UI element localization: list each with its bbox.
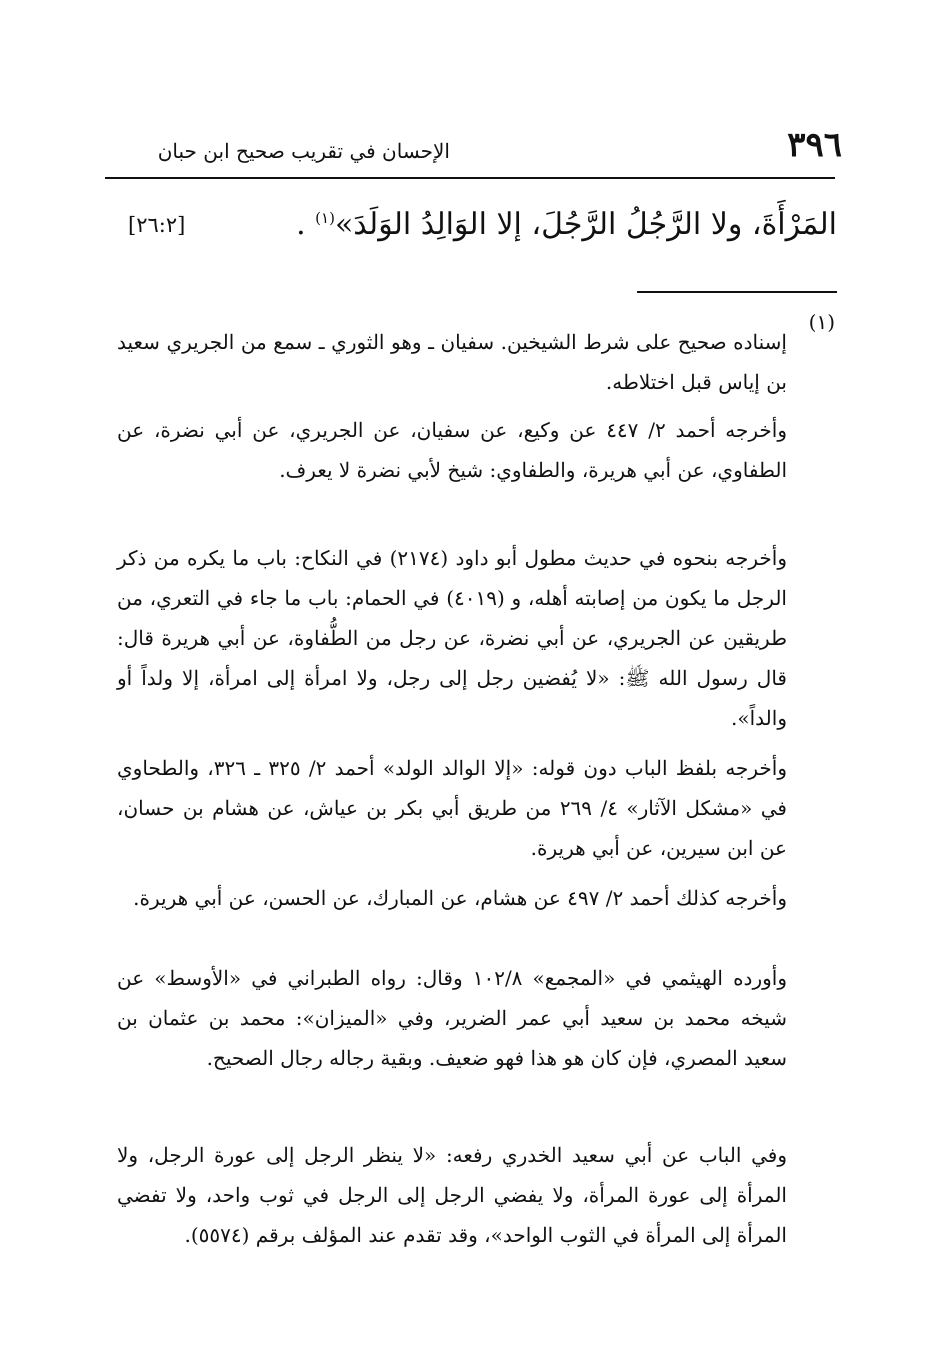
footnote-paragraph: وأخرجه كذلك أحمد ٢/ ٤٩٧ عن هشام، عن المبارك، عن الحسن، عن أبي هريرة. (133, 886, 787, 910)
footnote-paragraph: وأورده الهيثمي في «المجمع» ١٠٢/٨ وقال: رواه الطبراني في «الأوسط» عن شيخه محمد بن سعيد أبي عمر الضرير، وفي «الميزان»: محمد بن عثمان بن سعيد المصري، فإن كان هو هذا فهو ضعيف. وبقية رجاله رجال الصحيح. (117, 966, 787, 1070)
footnote-paragraph: إسناده صحيح على شرط الشيخين. سفيان ـ وهو الثوري ـ سمع من الجريري سعيد بن إياس قبل اختلاطه. (117, 330, 787, 394)
page-number: ٣٩٦ (787, 125, 842, 165)
main-footnote-marker: (١) (315, 209, 335, 227)
footnote-rule (637, 291, 837, 293)
footnote-paragraph: وفي الباب عن أبي سعيد الخدري رفعه: «لا ينظر الرجل إلى عورة الرجل، ولا المرأة إلى عورة المرأة، ولا يفضي الرجل إلى الرجل في ثوب واحد، ولا تفضي المرأة إلى المرأة في الثوب الواحد»، وقد تقدم عند المؤلف برقم (٥٥٧٤). (117, 1143, 787, 1247)
header-rule (105, 177, 835, 179)
hadith-reference: [٢٦:٢] (128, 213, 186, 237)
main-text-end: . (296, 207, 306, 242)
main-text (296, 192, 837, 251)
footnote-paragraph: وأخرجه بنحوه في حديث مطول أبو داود (٢١٧٤) في النكاح: باب ما يكره من ذكر الرجل ما يكون من إصابته أهله، و (٤٠١٩) في الحمام: باب ما جاء في التعري، من طريقين عن الجريري، عن أبي نضرة، عن رجل من الطُّفاوة، عن أبي هريرة قال: قال رسول الله ﷺ: «لا يُفضين رجل إلى رجل، ولا امرأة إلى امرأة، إلا ولداً أو والداً». (117, 546, 788, 730)
main-text-body: المَرْأَةَ، ولا الرَّجُلُ الرَّجُلَ، إلا الوَالِدُ الوَلَدَ» (334, 207, 837, 242)
footnote-paragraph: وأخرجه بلفظ الباب دون قوله: «إلا الوالد الولد» أحمد ٢/ ٣٢٥ ـ ٣٢٦، والطحاوي في «مشكل الآثار» ٤/ ٢٦٩ من طريق أبي بكر بن عياش، عن هشام بن حسان، عن ابن سيرين، عن أبي هريرة. (117, 756, 788, 860)
footnote-marker: (١) (808, 310, 835, 334)
running-title: الإحسان في تقريب صحيح ابن حبان (157, 139, 450, 163)
footnote-paragraph: وأخرجه أحمد ٢/ ٤٤٧ عن وكيع، عن سفيان، عن الجريري، عن أبي نضرة، عن الطفاوي، عن أبي هريرة، والطفاوي: شيخ لأبي نضرة لا يعرف. (117, 418, 787, 482)
